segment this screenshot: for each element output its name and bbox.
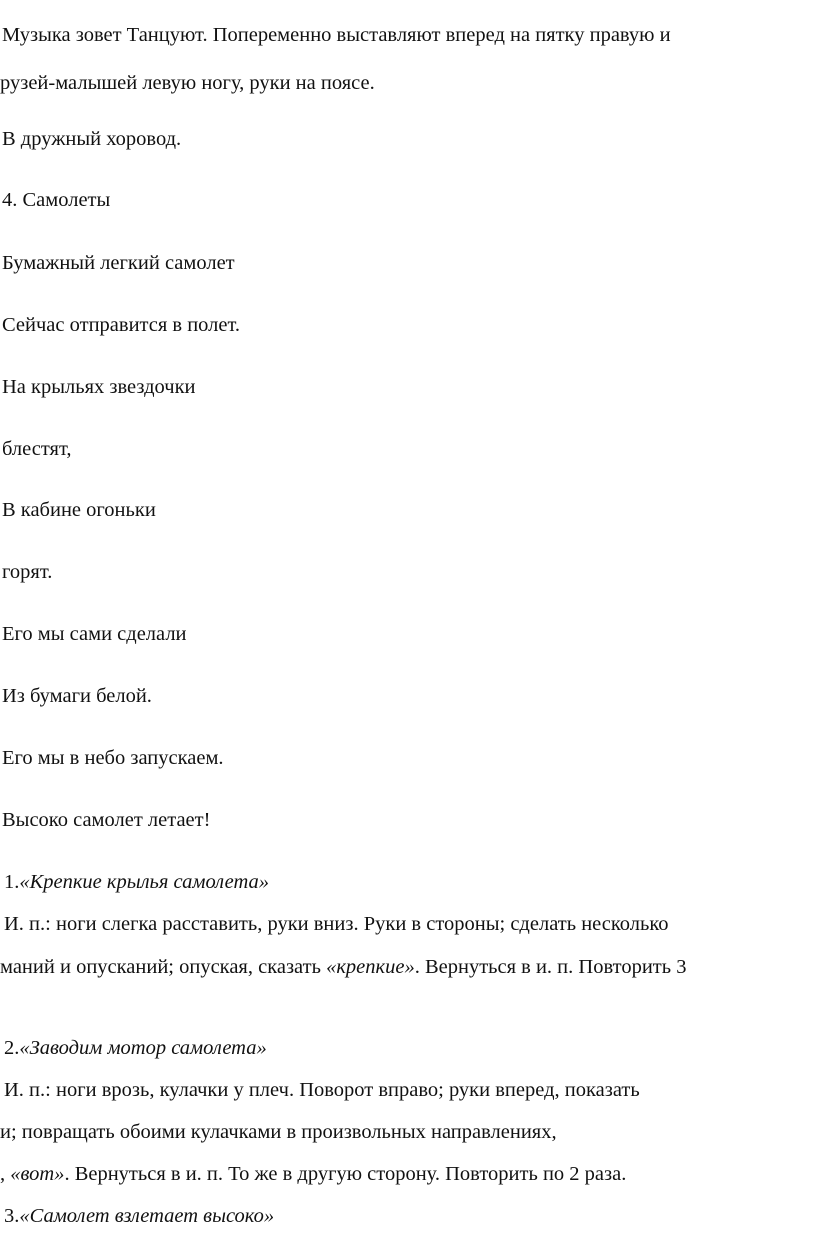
exercise-number: 1.	[4, 871, 20, 893]
poem-line: Бумажный легкий самолет	[2, 252, 235, 274]
exercise-3-heading	[4, 1204, 274, 1228]
text-line: рузей-малышей левую ногу, руки на поясе.	[0, 72, 375, 94]
text-line: Музыка зовет Танцуют. Попеременно выставляют вперед на пятку правую и	[2, 24, 671, 46]
poem-line: блестят,	[2, 438, 72, 460]
text-fragment: маний и опусканий; опуская, сказать	[0, 956, 327, 978]
exercise-number: 3.	[4, 1205, 20, 1227]
exercise-title: «Крепкие крылья самолета»	[19, 871, 270, 893]
text-fragment: . Вернуться в и. п. Повторить 3	[414, 956, 687, 978]
poem-line: Высоко самолет летает!	[2, 809, 211, 831]
poem-line: горят.	[2, 561, 53, 583]
text-line: В дружный хоровод.	[2, 128, 182, 150]
exercise-1-text	[0, 955, 686, 979]
exercise-2-text: И. п.: ноги врозь, кулачки у плеч. Поворот вправо; руки вперед, показать	[4, 1079, 640, 1101]
quoted-word: «крепкие»	[326, 956, 415, 978]
quoted-word: «вот»	[10, 1163, 65, 1185]
poem-line: На крыльях звездочки	[2, 376, 196, 398]
poem-line: Из бумаги белой.	[2, 685, 152, 707]
poem-line: Его мы в небо запускаем.	[2, 747, 224, 769]
exercise-number: 2.	[4, 1037, 20, 1059]
section-heading: 4. Самолеты	[2, 189, 111, 211]
exercise-2-heading	[4, 1036, 267, 1060]
exercise-title: «Самолет взлетает высоко»	[19, 1205, 275, 1227]
exercise-1-text: И. п.: ноги слегка расставить, руки вниз. Руки в стороны; сделать несколько	[4, 913, 669, 935]
exercise-2-text: и; повращать обоими кулачками в произвольных направлениях,	[0, 1121, 557, 1143]
poem-line: Его мы сами сделали	[2, 623, 187, 645]
poem-line: В кабине огоньки	[2, 499, 156, 521]
poem-line: Сейчас отправится в полет.	[2, 314, 241, 336]
exercise-1-heading	[4, 870, 269, 894]
exercise-2-text	[0, 1162, 626, 1186]
exercise-title: «Заводим мотор самолета»	[19, 1037, 267, 1059]
text-fragment: . Вернуться в и. п. То же в другую сторону. Повторить по 2 раза.	[64, 1163, 627, 1185]
text-fragment: ,	[0, 1163, 11, 1185]
